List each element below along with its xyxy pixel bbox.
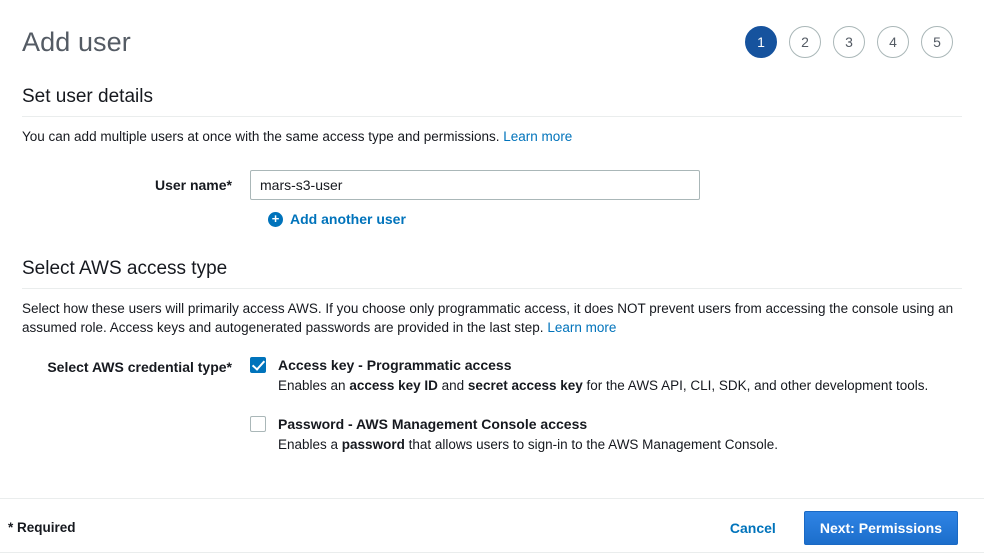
desc-prefix: Enables a <box>278 436 342 452</box>
footer-actions <box>724 511 958 545</box>
credential-option-text <box>278 355 928 396</box>
desc-bold-password: password <box>341 436 405 452</box>
access-type-description-text: Select how these users will primarily access AWS. If you choose only programmatic access, it does NOT prevent users from accessing the console using an assumed role. Access keys and autogenerated passwords are provided in the last step. <box>22 300 954 335</box>
user-details-description-text: You can add multiple users at once with the same access type and permissions. <box>22 129 500 144</box>
page-header <box>0 0 984 68</box>
access-type-heading: Select AWS access type <box>22 257 228 279</box>
next-permissions-button[interactable]: Next: Permissions <box>804 511 958 545</box>
checkbox-password[interactable] <box>250 416 266 432</box>
credential-option-text <box>278 414 778 455</box>
credential-option-description <box>278 435 778 455</box>
plus-icon: + <box>268 212 283 227</box>
credential-option-title: Access key - Programmatic access <box>278 356 512 373</box>
username-row <box>22 170 962 200</box>
desc-prefix: Enables an <box>278 377 350 393</box>
page-title: Add user <box>22 26 131 57</box>
username-label: User name* <box>154 177 232 193</box>
checkbox-access-key[interactable] <box>250 357 266 373</box>
credential-type-block <box>22 355 962 473</box>
desc-suffix: that allows users to sign-in to the AWS Management Console. <box>404 436 779 452</box>
username-input[interactable] <box>250 170 700 200</box>
desc-bold-access-key-id: access key ID <box>349 377 438 393</box>
desc-suffix: for the AWS API, CLI, SDK, and other development tools. <box>582 377 929 393</box>
user-details-learn-more-link[interactable]: Learn more <box>503 129 573 144</box>
section-divider-1 <box>22 116 962 117</box>
credential-option-password[interactable] <box>250 414 962 455</box>
user-details-heading: Set user details <box>22 86 153 107</box>
step-5[interactable]: 5 <box>921 26 953 58</box>
required-note: * Required <box>8 520 76 535</box>
section-divider-2 <box>22 288 962 289</box>
step-2[interactable]: 2 <box>789 26 821 58</box>
user-details-description <box>22 127 962 146</box>
add-another-user-label: Add another user <box>290 211 406 227</box>
credential-type-label: Select AWS credential type* <box>47 358 232 375</box>
cancel-button[interactable]: Cancel <box>724 519 782 537</box>
credential-option-description <box>278 376 928 396</box>
footer-bottom-strip <box>0 552 984 556</box>
desc-bold-secret-access-key: secret access key <box>467 377 583 393</box>
page-footer <box>0 498 984 556</box>
page-content <box>0 86 984 473</box>
step-4[interactable]: 4 <box>877 26 909 58</box>
credential-type-options <box>250 355 962 473</box>
credential-option-programmatic[interactable] <box>250 355 962 396</box>
access-type-learn-more-link[interactable]: Learn more <box>547 319 617 335</box>
desc-mid: and <box>437 377 468 393</box>
step-3[interactable]: 3 <box>833 26 865 58</box>
step-indicator <box>745 26 958 58</box>
access-type-description <box>22 299 962 337</box>
credential-option-title: Password - AWS Management Console access <box>278 415 588 432</box>
step-1[interactable]: 1 <box>745 26 777 58</box>
add-another-user-button[interactable] <box>268 211 406 227</box>
